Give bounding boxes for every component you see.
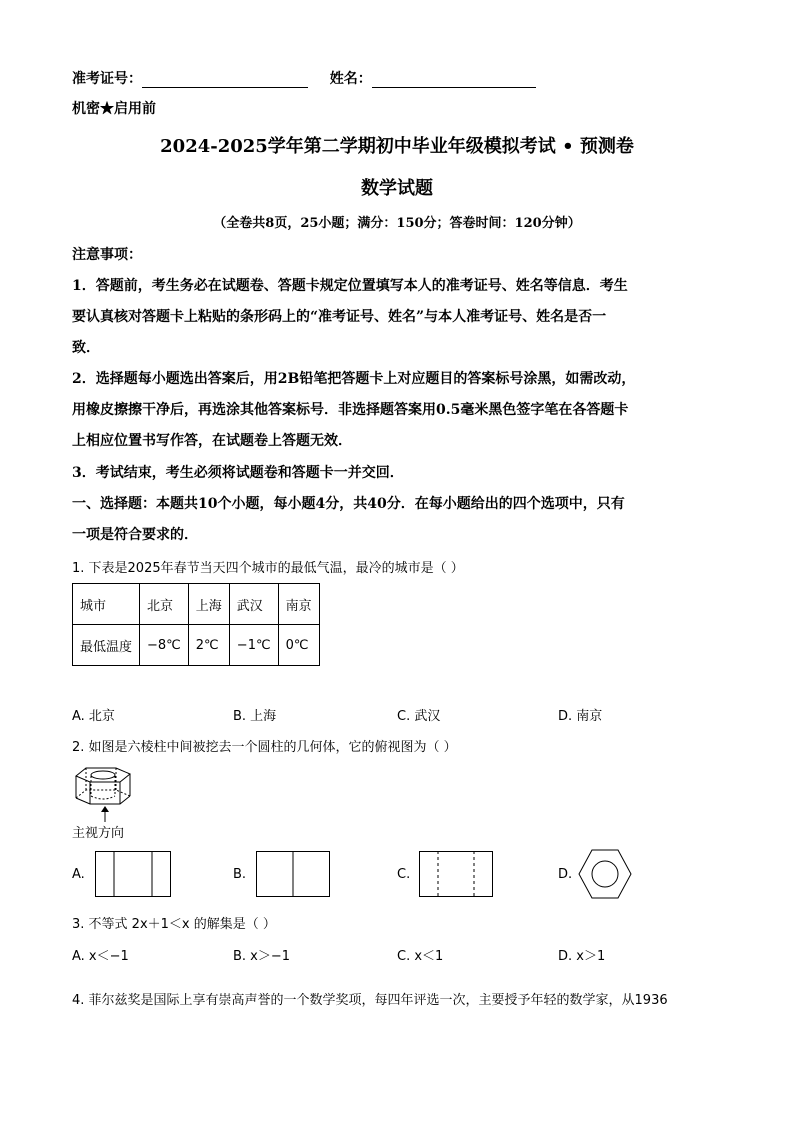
question-4-stem: 4. 菲尔兹奖是国际上享有崇高声誉的一个数学奖项，每四年评选一次，主要授予年轻的数学家，从1936 [72,993,668,1008]
q3-option-a: A. x＜−1 [72,949,129,964]
page-title: 2024-2025学年第二学期初中毕业年级模拟考试 • 预测卷 [160,136,634,157]
notes-line: 3．考试结束，考生必须将试题卷和答题卡一并交回． [72,465,404,481]
notes-line: 上相应位置书写作答，在试题卷上答题无效． [72,433,352,449]
q3-option-d: D. x＞1 [558,949,606,964]
table-cell: 2℃ [188,625,229,666]
name-blank [372,73,536,88]
table-cell: −1℃ [229,625,278,666]
table-row [73,625,320,666]
q2-option-a: A. [72,867,85,882]
q2-option-c: C. [397,867,411,882]
q3-option-c: C. x＜1 [397,949,444,964]
table-cell: 上海 [188,584,229,625]
table-cell: −8℃ [140,625,189,666]
table-cell: 北京 [140,584,189,625]
q2-option-d: D. [558,867,573,882]
exam-info: （全卷共8页，25小题；满分：150分；答卷时间：120分钟） [213,216,581,231]
notes-line: 1．答题前，考生务必在试题卷、答题卡规定位置填写本人的准考证号、姓名等信息．考生 [72,278,628,294]
table-cell: 武汉 [229,584,278,625]
q1-option-d: D. 南京 [558,709,603,724]
table-row [73,584,320,625]
subject-title: 数学试题 [361,178,433,199]
notes-line: 用橡皮擦擦干净后，再选涂其他答案标号．非选择题答案用0.5毫米黑色签字笔在各答题卡 [72,402,629,418]
notes-line: 要认真核对答题卡上粘贴的条形码上的“准考证号、姓名”与本人准考证号、姓名是否一 [72,309,607,325]
name-label: 姓名： [329,71,372,87]
notes-heading: 注意事项： [72,247,142,263]
exam-id-field [72,68,536,88]
temperature-table [72,583,320,666]
question-2-stem: 2. 如图是六棱柱中间被挖去一个圆柱的几何体，它的俯视图为（ ） [72,740,457,755]
option-a-figure [95,851,171,897]
q3-option-b: B. x＞−1 [233,949,291,964]
table-cell: 最低温度 [73,625,140,666]
option-d-figure [578,848,632,900]
section-heading-cont: 一项是符合要求的． [72,527,198,543]
option-b-figure [256,851,330,897]
exam-id-label: 准考证号： [72,71,142,87]
question-3-stem: 3. 不等式 2x＋1＜x 的解集是（ ） [72,917,276,932]
q1-option-a: A. 北京 [72,709,115,724]
option-c-figure [419,851,493,897]
section-heading: 一、选择题：本题共10个小题，每小题4分，共40分．在每小题给出的四个选项中，只有 [72,496,625,512]
table-cell: 0℃ [278,625,319,666]
q1-option-c: C. 武汉 [397,709,441,724]
exam-id-blank [142,73,308,88]
notes-line: 2．选择题每小题选出答案后，用2B铅笔把答题卡上对应题目的答案标号涂黑，如需改动， [72,371,636,387]
q2-option-b: B. [233,867,247,882]
table-cell: 南京 [278,584,319,625]
hex-prism-figure [70,762,140,824]
q1-option-b: B. 上海 [233,709,277,724]
view-direction-label: 主视方向 [72,826,125,841]
table-cell: 城市 [73,584,140,625]
secret-label: 机密★启用前 [72,101,156,117]
question-1-stem: 1. 下表是2025年春节当天四个城市的最低气温，最冷的城市是（ ） [72,561,464,576]
notes-line: 致． [72,340,100,356]
